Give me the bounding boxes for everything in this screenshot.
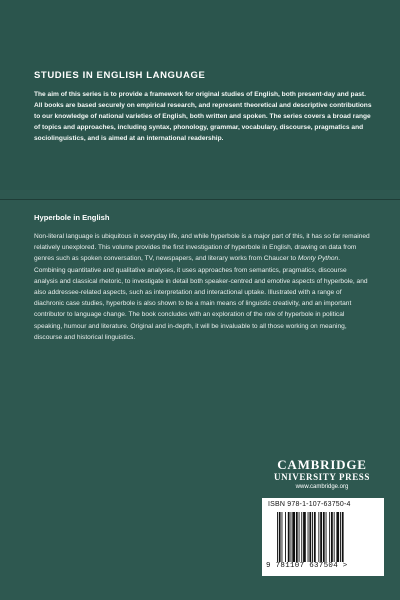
barcode-stripe — [326, 512, 327, 562]
isbn-label: ISBN 978-1-107-63750-4 — [268, 501, 351, 508]
barcode-stripe — [303, 512, 306, 562]
barcode-icon — [276, 512, 376, 562]
publisher-logo — [262, 458, 382, 492]
barcode-stripe — [279, 512, 281, 562]
series-description: The aim of this series is to provide a framework for original studies of English, both present-day and past. All books are based securely on empirical research, and represent theoretical and descriptive contributions to our knowledge of national varieties of English, both written and spoken. The series covers a broad range of topics and approaches, including syntax, phonology, grammar, vocabulary, discourse, pragmatics and sociolinguistics, and is aimed at an international readership. — [34, 91, 372, 142]
barcode-stripe — [308, 512, 309, 562]
publisher-subtitle: UNIVERSITY PRESS — [273, 472, 371, 482]
publisher-url: www.cambridge.org — [295, 484, 349, 490]
book-title: Hyperbole in English — [34, 213, 110, 222]
blurb-part2: . Combining quantitative and qualitative analyses, it uses approaches from semantics, pragmatics, discourse analysis and classical rhetoric, to investigate in detail both speaker-centred and emotive aspects of hyperbole, and also addressee-related aspects, such as interpretation and interactional uptake. Illustrated with a range of diachronic case studies, hyperbole is also shown to be a main means of linguistic creativity, and an important contributor to language change. The book concludes with an exploration of the role of hyperbole in political speaking, humour and literature. Original and in-depth, it will be invaluable to all those working on meaning, discourse and historical linguistics. — [34, 255, 368, 341]
blurb-italic: Monty Python — [297, 255, 339, 263]
barcode-stripe — [312, 512, 313, 562]
barcode-stripe — [329, 512, 330, 562]
barcode-stripe — [331, 512, 333, 562]
barcode-stripe — [299, 512, 300, 562]
publisher-name: CAMBRIDGE — [277, 457, 367, 472]
barcode-stripe — [340, 512, 341, 562]
barcode-box — [262, 498, 384, 576]
barcode-stripe — [336, 512, 339, 562]
barcode-stripe — [323, 512, 325, 562]
barcode-bars — [276, 512, 376, 562]
barcode-stripe — [334, 512, 335, 562]
barcode-stripe — [285, 512, 286, 562]
book-blurb — [34, 231, 372, 343]
barcode-stripe — [296, 512, 298, 562]
divider — [0, 199, 400, 200]
barcode-stripe — [282, 512, 283, 562]
barcode-stripe — [288, 512, 290, 562]
barcode-stripe — [342, 512, 344, 562]
barcode-stripe — [301, 512, 302, 562]
barcode-stripe — [291, 512, 292, 562]
barcode-digits: 9 781107 637504 > — [266, 562, 348, 570]
series-section — [34, 70, 374, 144]
barcode-stripe — [309, 512, 311, 562]
book-section — [34, 213, 372, 343]
barcode-stripe — [320, 512, 322, 562]
barcode-stripe — [292, 512, 295, 562]
barcode-stripe — [318, 512, 319, 562]
barcode-stripe — [314, 512, 316, 562]
barcode-stripe — [277, 512, 278, 562]
series-title: STUDIES IN ENGLISH LANGUAGE — [34, 70, 206, 81]
blurb-part1: Non-literal language is ubiquitous in everyday life, and while hyperbole is a major part of this, it has so far remained relatively unexplored. This volume provides the first investigation of hyperbole in English, drawing on data from genres such as spoken conversation, TV, newspapers, and literary works from Chaucer to — [34, 233, 370, 263]
